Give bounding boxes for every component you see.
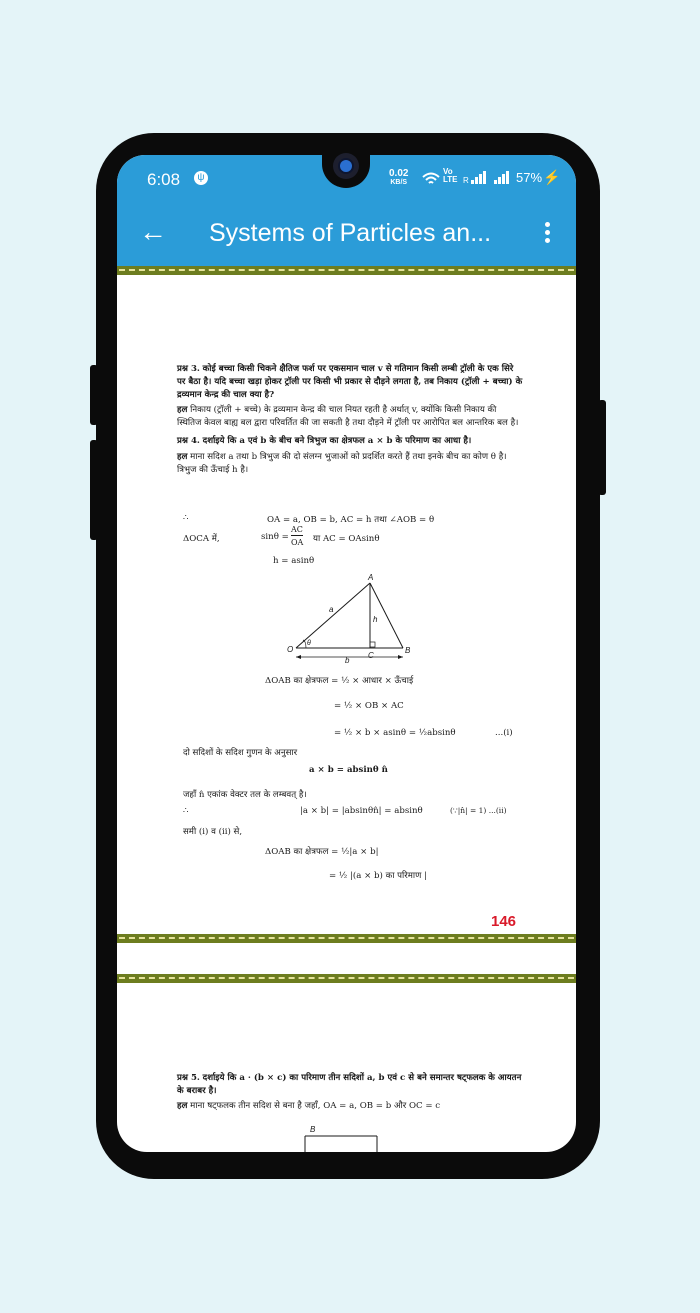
page-divider — [117, 266, 576, 275]
page-divider-top — [117, 974, 576, 983]
toolbar-title: Systems of Particles an... — [209, 219, 492, 247]
therefore-sign: ∴ — [183, 513, 189, 523]
wifi-icon — [422, 172, 440, 186]
overflow-menu-icon[interactable] — [545, 222, 551, 246]
from-equations-line: समी (i) व (ii) से, — [183, 827, 243, 837]
vector-product-line: दो सदिशों के सदिश गुणन के अनुसार — [183, 748, 298, 758]
app-toolbar — [117, 203, 576, 266]
page-146 — [177, 363, 523, 477]
volume-button — [90, 440, 98, 540]
signal-icon-2 — [493, 171, 513, 184]
result-step-2: = ½ |(a × b) का परिमाण | — [329, 871, 427, 881]
question-5: प्रश्न 5. दर्शाइये कि a · (b × c) का परिमाण तीन सदिशों a, b एवं c से बने समान्तर षट्फलक के आयतन के बराबर है। — [177, 1073, 522, 1096]
equation-2-left: sinθ = — [261, 532, 289, 542]
solution-3: हल निकाय (ट्रॉली + बच्चे) के द्रव्यमान केन्द्र की चाल नियत रहती है अर्थात् v, क्योंकि किसी निकाय की स्थितिज केवल बाह्य बल द्वारा परिवर्तित की जा सकती है तथा दौड़ने में ट्रॉली पर आरोपित बल आन्तरिक बल है। — [177, 405, 519, 428]
battery-level: 57% — [516, 170, 543, 185]
usb-icon: ψ — [194, 171, 208, 185]
question-4: प्रश्न 4. दर्शाइये कि a एवं b के बीच बने त्रिभुज का क्षेत्रफल a × b के परिमाण का आधा है। — [177, 436, 472, 446]
vertex-o-label: O — [287, 645, 294, 654]
clock: 6:08 — [147, 170, 181, 189]
angle-theta-label: θ — [307, 640, 311, 647]
equation-2-numerator: AC — [291, 525, 303, 534]
power-button — [90, 365, 98, 425]
delta-oca-label: ΔOCA में, — [183, 534, 220, 544]
page-number: 146 — [491, 913, 517, 930]
vertex-a-label: A — [368, 573, 374, 582]
area-step-3: = ½ × b × asinθ = ½absinθ — [334, 728, 456, 738]
solution-5: हल माना षट्फलक तीन सदिश से बना है जहाँ, OA = a, OB = b और OC = c — [177, 1101, 441, 1111]
parallelepiped-figure — [297, 1123, 387, 1152]
charging-icon: ⚡ — [543, 169, 561, 185]
page-divider-bottom — [117, 934, 576, 943]
data-speed: 0.02 KB/S — [389, 168, 409, 186]
vector-product-eq: a × b = absinθ n̂ — [309, 765, 388, 775]
side-b-label: b — [345, 656, 350, 665]
equation-2-denominator: OA — [291, 538, 304, 547]
camera-lens-inner — [340, 160, 352, 172]
magnitude-eq: |a × b| = |absinθn̂| = absinθ — [300, 806, 423, 816]
vertex-c-label: C — [368, 651, 374, 660]
vertex-b-label-2: B — [310, 1125, 316, 1134]
therefore-sign-2: ∴ — [183, 806, 189, 816]
result-step-1: ΔOAB का क्षेत्रफल = ½|a × b| — [265, 847, 379, 857]
svg-text:R: R — [463, 176, 469, 184]
solution-4: हल माना सदिश a तथा b त्रिभुज की दो संलग्न भुजाओं को प्रदर्शित करते हैं तथा इनके बीच का कोण θ है। त्रिभुज की ऊँचाई h है। — [177, 452, 507, 475]
equation-ref-1: ...(i) — [495, 728, 513, 738]
screen — [117, 155, 576, 1152]
equation-3: h = asinθ — [273, 556, 315, 566]
equation-1: OA = a, OB = b, AC = h तथा ∠AOB = θ — [267, 515, 435, 525]
area-step-2: = ½ × OB × AC — [334, 701, 404, 711]
unit-vector-line: जहाँ n̂ एकांक वेक्टर तल के लम्बवत् है। — [183, 790, 307, 800]
side-key — [598, 400, 606, 495]
volte-icon: Vo LTE — [443, 167, 458, 184]
height-h-label: h — [373, 615, 378, 624]
side-a-label: a — [329, 605, 334, 614]
back-arrow-icon[interactable]: ← — [139, 216, 167, 247]
equation-2-right: या AC = OAsinθ — [313, 534, 380, 544]
question-3: प्रश्न 3. कोई बच्चा किसी चिकने क्षैतिज फर्श पर एकसमान चाल v से गतिमान किसी लम्बी ट्रॉली के एक सिरे पर बैठा है। यदि बच्चा खड़ा होकर ट्रॉली पर किसी भी प्रकार से दौड़ने लगता है, तब निकाय (ट्रॉली + बच्चा) के द्रव्यमान केन्द्र की चाल क्या है? — [177, 364, 523, 400]
page-147 — [177, 1072, 523, 1113]
signal-icon — [463, 171, 489, 184]
area-step-1: ΔOAB का क्षेत्रफल = ½ × आधार × ऊँचाई — [265, 676, 414, 686]
vertex-b-label: B — [405, 646, 411, 655]
triangle-figure — [282, 571, 422, 666]
magnitude-note: (∵|n̂| = 1) ...(ii) — [450, 806, 507, 815]
